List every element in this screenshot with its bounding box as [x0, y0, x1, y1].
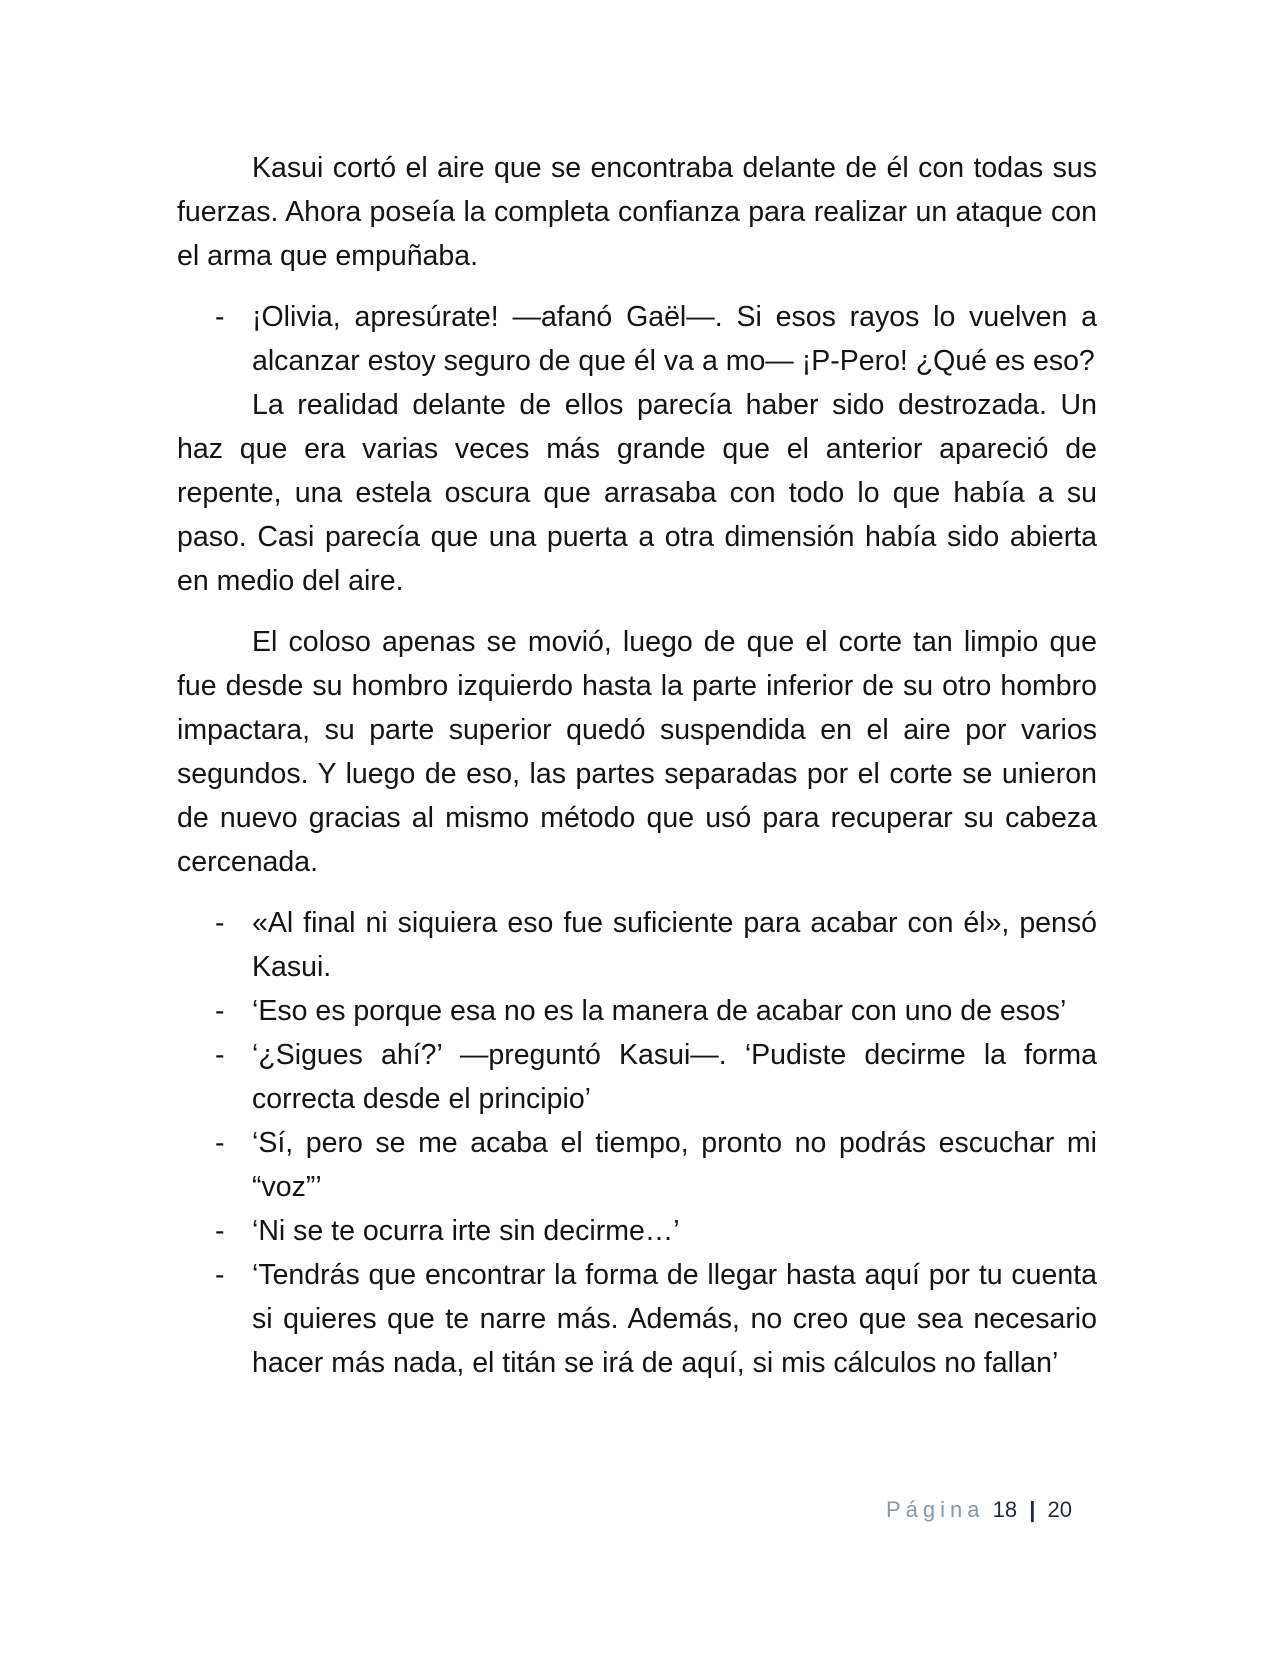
- dialogue-dash: -: [215, 1127, 225, 1159]
- dialogue-text: «Al final ni siquiera eso fue suficiente para acabar con él», pensó Kasui.: [252, 907, 1097, 983]
- dialogue-list-1: [177, 295, 1097, 383]
- dialogue-line: [177, 1253, 1097, 1385]
- dialogue-dash: -: [215, 1039, 225, 1071]
- dialogue-dash: -: [215, 995, 225, 1027]
- dialogue-text: ‘Eso es porque esa no es la manera de acabar con uno de esos’: [252, 995, 1067, 1027]
- paragraph-2: La realidad delante de ellos parecía haber sido destrozada. Un haz que era varias veces más grande que el anterior apareció de repente, una estela oscura que arrasaba con todo lo que había a su paso. Casi parecía que una puerta a otra dimensión había sido abierta en medio del aire.: [177, 389, 1097, 597]
- page-label: Página: [886, 1497, 985, 1522]
- paragraph-1: Kasui cortó el aire que se encontraba delante de él con todas sus fuerzas. Ahora poseía la completa confianza para realizar un ataque con el arma que empuñaba.: [177, 152, 1097, 272]
- dialogue-line: [177, 1209, 1097, 1253]
- dialogue-line: [177, 1033, 1097, 1121]
- dialogue-dash: -: [215, 1259, 225, 1291]
- dialogue-text: ‘Sí, pero se me acaba el tiempo, pronto no podrás escuchar mi “voz”’: [252, 1127, 1097, 1203]
- dialogue-dash: -: [215, 907, 225, 939]
- dialogue-line: [177, 989, 1097, 1033]
- dialogue-line: [177, 901, 1097, 989]
- dialogue-line: [177, 1121, 1097, 1209]
- current-page-number: 18: [992, 1497, 1018, 1522]
- dialogue-dash: -: [215, 1215, 225, 1247]
- paragraph-3: El coloso apenas se movió, luego de que el corte tan limpio que fue desde su hombro izquierdo hasta la parte inferior de su otro hombro impactara, su parte superior quedó suspendida en el aire por varios segundos. Y luego de eso, las partes separadas por el corte se unieron de nuevo gracias al mismo método que usó para recuperar su cabeza cercenada.: [177, 626, 1097, 878]
- body-text: [177, 146, 1097, 1385]
- dialogue-text: ‘Tendrás que encontrar la forma de llegar hasta aquí por tu cuenta si quieres que te narre más. Además, no creo que sea necesario hacer más nada, el titán se irá de aquí, si mis cálculos no fallan’: [252, 1259, 1097, 1379]
- dialogue-text: ‘¿Sigues ahí?’ —preguntó Kasui—. ‘Pudiste decirme la forma correcta desde el principio’: [252, 1039, 1097, 1115]
- dialogue-line: [177, 295, 1097, 383]
- dialogue-list-2: [177, 901, 1097, 1385]
- total-page-number: 20: [1047, 1497, 1073, 1522]
- page-separator: |: [1029, 1497, 1036, 1522]
- dialogue-dash: -: [215, 301, 225, 333]
- dialogue-text: ‘Ni se te ocurra irte sin decirme…’: [252, 1215, 680, 1247]
- page-footer: [886, 1495, 1072, 1525]
- dialogue-text: ¡Olivia, apresúrate! —afanó Gaël—. Si esos rayos lo vuelven a alcanzar estoy seguro de que él va a mo— ¡P-Pero! ¿Qué es eso?: [252, 301, 1097, 377]
